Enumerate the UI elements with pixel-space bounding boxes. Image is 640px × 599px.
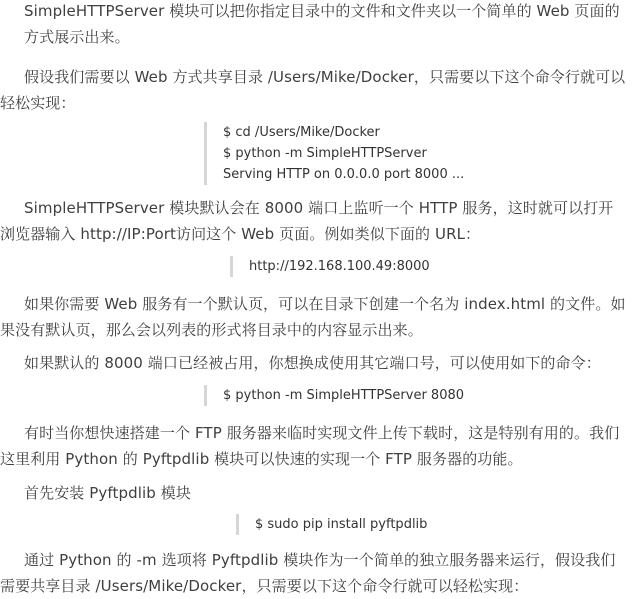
paragraph-install-pyftpdlib: 首先安装 Pyftpdlib 模块: [24, 484, 191, 502]
code-block-url: [230, 256, 430, 277]
paragraph-run-pyftpdlib: 通过 Python 的 -m 选项将 Pyftpdlib 模块作为一个简单的独立服务器来运行，假设我们需要共享目录 /Users/Mike/Docker，只需要以下这个命令行就可以轻松实现：: [0, 551, 616, 595]
code-line: $ sudo pip install pyftpdlib: [255, 517, 428, 532]
paragraph-default-port: SimpleHTTPServer 模块默认会在 8000 端口上监听一个 HTTP 服务，这时就可以打开浏览器输入 http://IP:Port访问这个 Web 页面。例如类似下面的 URL：: [0, 199, 614, 243]
paragraph-ftp-server: 有时当你想快速搭建一个 FTP 服务器来临时实现文件上传下载时，这是特别有用的。我们这里利用 Python 的 Pyftpdlib 模块可以快速的实现一个 FTP 服务器的功能。: [0, 424, 620, 468]
code-line: Serving HTTP on 0.0.0.0 port 8000 ...: [223, 167, 465, 182]
paragraph-change-port: 如果默认的 8000 端口已经被占用，你想换成使用其它端口号，可以使用如下的命令：: [24, 354, 601, 372]
paragraph-default-page: 如果你需要 Web 服务有一个默认页，可以在目录下创建一个名为 index.html 的文件。如果没有默认页，那么会以列表的形式将目录中的内容显示出来。: [0, 295, 626, 339]
code-line: $ python -m SimpleHTTPServer 8080: [223, 388, 465, 403]
paragraph-share-directory: 假设我们需要以 Web 方式共享目录 /Users/Mike/Docker，只需要以下这个命令行就可以轻松实现：: [0, 68, 626, 112]
code-line: $ cd /Users/Mike/Docker: [223, 125, 380, 140]
paragraph-simplehttpserver-intro: SimpleHTTPServer 模块可以把你指定目录中的文件和文件夹以一个简单的 Web 页面的方式展示出来。: [24, 2, 620, 46]
code-block-start-server: [204, 122, 465, 185]
code-line: http://192.168.100.49:8000: [249, 259, 430, 274]
code-block-port-8080: [204, 385, 465, 406]
code-line: $ python -m SimpleHTTPServer: [223, 146, 427, 161]
code-block-pip-install: [236, 514, 428, 535]
